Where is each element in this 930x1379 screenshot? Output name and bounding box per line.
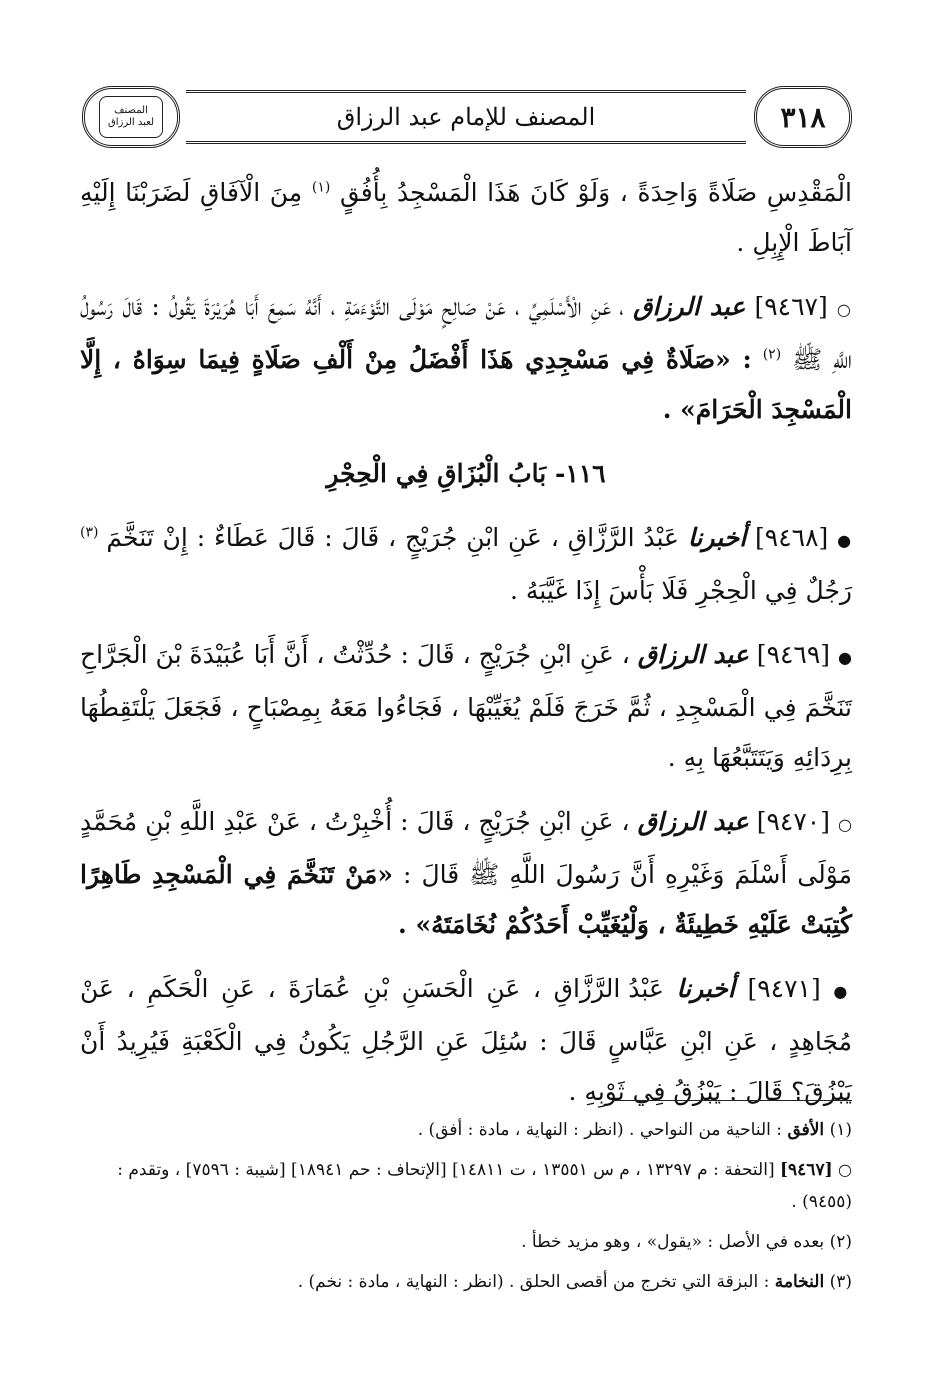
logo-text-line1: المصنف (114, 105, 148, 116)
main-text (80, 168, 852, 1131)
hadith-number: [٩٤٦٨] (755, 523, 829, 552)
footnote-2 (80, 1226, 852, 1258)
footnote-text: : الناحية من النواحي . (انظر : النهاية ، مادة : أفق) . (417, 1120, 783, 1140)
paragraph-continuation (80, 168, 852, 268)
footnote-text: بعده في الأصل : «يقول» ، وهو مزيد خطأ . (521, 1232, 825, 1252)
footnote-ref: (١) (311, 179, 331, 196)
text-segment: الْمَقْدِسِ صَلَاةً وَاحِدَةً ، وَلَوْ كَانَ هَذَا الْمَسْجِدُ بِأُفُقٍ (339, 178, 852, 207)
text-segment: عَبْدُ الرَّزَّاقِ ، عَنِ ابْنِ جُرَيْجٍ ، قَالَ : قَالَ عَطَاءٌ : إِنْ تَنَخَّمَ (106, 523, 679, 552)
source-name: أخبرنا (687, 523, 747, 552)
source-name: عبد الرزاق (633, 292, 746, 321)
text-segment: مِنَ الْآفَاقِ لَضَرَبْنَا إِلَيْهِ آبَاطَ الْإِبِلِ . (80, 178, 852, 257)
hadith-9467 (80, 282, 852, 435)
footnote-references (80, 1154, 852, 1218)
chapter-heading: ١١٦- بَابُ الْبُزَاقِ فِي الْحِجْرِ (326, 459, 606, 488)
text-segment: ، عَنِ ابْنِ جُرَيْجٍ ، قَالَ : أُخْبِرْتُ ، عَنْ عَبْدِ اللَّهِ بْنِ مُحَمَّدٍ مَوْلَى أَسْلَمَ وَغَيْرِهِ أَنَّ رَسُولَ اللَّهِ ﷺ قَالَ : (80, 807, 852, 889)
page-number: ٣١٨ (780, 100, 826, 134)
footnotes (80, 1114, 852, 1306)
text-segment: عَبْدُ الرَّزَّاقِ ، عَنِ الْحَسَنِ بْنِ عُمَارَةَ ، عَنِ الْحَكَمِ ، عَنْ مُجَاهِدٍ ، عَنِ ابْنِ عَبَّاسٍ قَالَ : سُئِلَ عَنِ الرَّجُلِ يَكُونُ فِي الْكَعْبَةِ فَيُرِيدُ أَنْ يَبْزُقَ؟ قَالَ : يَبْزُقُ فِي ثَوْبِهِ . (80, 974, 852, 1106)
hadith-number: [٩٤٧٠] (756, 807, 830, 836)
footnote-number: (١) (829, 1120, 852, 1140)
footnote-text: : البزقة التي تخرج من أقصى الحلق . (انظر : النهاية ، مادة : نخم) . (297, 1272, 770, 1292)
footnote-1 (80, 1114, 852, 1146)
footnote-number: (٢) (829, 1232, 852, 1252)
hadith-9468 (80, 513, 852, 616)
footnote-term: النخامة (774, 1272, 825, 1292)
book-title: المصنف للإمام عبد الرزاق (336, 103, 596, 131)
hadith-number: [٩٤٧١] (747, 974, 821, 1003)
filled-circle-marker: ● (833, 982, 852, 1001)
prophetic-saying: : «صَلَاةٌ فِي مَسْجِدِي هَذَا أَفْضَلُ مِنْ أَلْفِ صَلَاةٍ فِيمَا سِوَاهُ ، إِلَّا الْمَسْجِدَ الْحَرَامَ» . (80, 345, 852, 424)
hadith-9469 (80, 630, 852, 783)
prophetic-saying: «مَنْ تَنَخَّمَ فِي الْمَسْجِدِ طَاهِرًا كُتِبَتْ عَلَيْهِ خَطِيئَةٌ ، وَلْيُغَيِّبْ أَحَدُكُمْ نُخَامَتَهُ» . (80, 860, 852, 939)
text-segment: ، عَنِ ابْنِ جُرَيْجٍ ، قَالَ : حُدِّثْتُ ، أَنَّ أَبَا عُبَيْدَةَ بْنَ الْجَرَّاحِ تَنَخَّمَ فِي الْمَسْجِدِ ، ثُمَّ خَرَجَ فَلَمْ يُغَيِّبْهَا ، فَجَاءُوا مَعَهُ بِمِصْبَاحٍ ، فَجَعَلَ يَلْتَقِطُهَا بِرِدَائِهِ وَيَتَتَبَّعُهَا بِهِ . (80, 640, 852, 772)
footnote-text: [التحفة : م ١٣٢٩٧ ، م س ١٣٥٥١ ، ت ١٤٨١١] [الإتحاف : حم ١٨٩٤١] [شيبة : ٧٥٩٦] ، وتقدم : (٩٤٥٥) . (117, 1160, 852, 1212)
source-name: عبد الرزاق (637, 640, 749, 669)
footnote-number: (٣) (829, 1272, 852, 1292)
text-segment: رَجُلٌ فِي الْحِجْرِ فَلَا بَأْسَ إِذَا غَيَّبَهُ . (509, 576, 852, 605)
hadith-number: [٩٤٦٧] (780, 1160, 833, 1180)
hadith-number: [٩٤٦٧] (754, 292, 828, 321)
source-name: أخبرنا (676, 974, 735, 1003)
hollow-circle-marker: ○ (836, 300, 852, 319)
logo-frame (99, 96, 163, 138)
hadith-number: [٩٤٦٩] (756, 640, 831, 669)
source-name: عبد الرزاق (637, 807, 749, 836)
hollow-circle-marker: ○ (837, 815, 852, 834)
hadith-9470 (80, 797, 852, 950)
hollow-circle-marker: ○ (838, 1160, 852, 1179)
publisher-logo (82, 86, 180, 148)
footnote-separator (612, 1100, 852, 1101)
filled-circle-marker: ● (837, 531, 852, 550)
logo-text-line2: لعبد الرزاق (107, 117, 155, 128)
footnote-term: الأفق (787, 1120, 825, 1140)
page-number-box (754, 86, 852, 148)
running-header (82, 86, 852, 150)
text-segment: ، عَنِ الْأَسْلَمِيِّ ، عَنْ صَالِحٍ مَوْلَى التَّوْءَمَةِ ، أَنَّهُ سَمِعَ أَبَا هُرَيْرَةَ يَقُولُ : قَالَ رَسُولُ اللَّهِ ﷺ (80, 292, 852, 374)
filled-circle-marker: ● (838, 648, 852, 667)
footnote-3 (80, 1266, 852, 1298)
header-title-bar (186, 90, 746, 144)
footnote-ref: (٣) (80, 524, 99, 541)
footnote-ref: (٢) (762, 346, 782, 363)
hadith-9471 (80, 964, 852, 1117)
